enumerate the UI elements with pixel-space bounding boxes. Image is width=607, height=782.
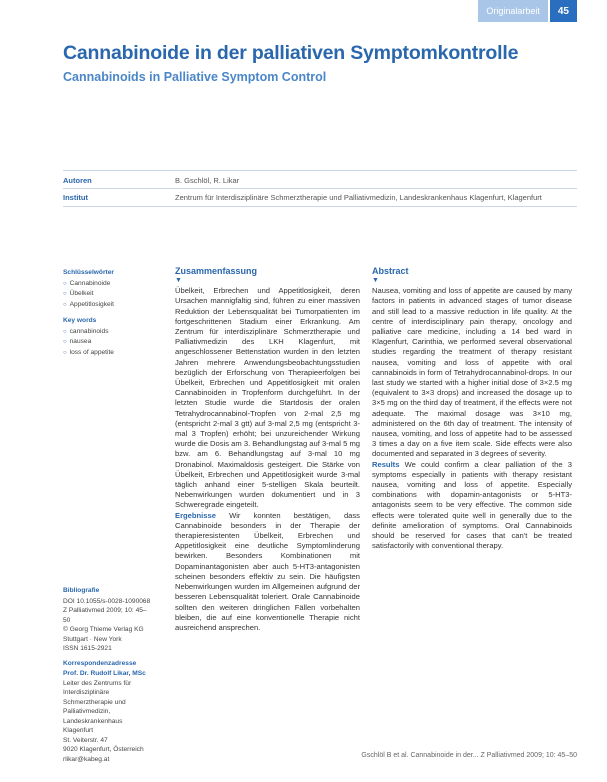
keyword-en: ○ nausea: [63, 337, 151, 348]
keywords-heading: Key words: [63, 317, 97, 324]
divider: [63, 188, 577, 189]
zusammenfassung-column: [175, 266, 360, 633]
page-header: [478, 0, 577, 22]
bibliography-block: [63, 586, 151, 764]
ergebnisse-text: Wir konnten bestätigen, dass Cannabinoide besonders in der Therapie der therapieresistenten Übelkeit, Erbrechen und Appetitlosigkeit eine deutliche Symptomlinderung bewirken. Besonders Kombinationen mit Dopaminantagonisten aber auch 5-HT3-antagonisten scheinen besonders effektiv zu sein. Die häufigsten Nebenwirkungen wurden im Allgemeinen aufgrund der besseren Lebensqualität toleriert. Orale Cannabinoide sollten den weiteren dringlichen Fällen vorbehalten bleiben, die auf eine konventionelle Therapie nicht ausreichend ansprechen.: [175, 510, 360, 632]
schluesselwoerter-heading: Schlüsselwörter: [63, 269, 114, 276]
abstract-column: [372, 266, 572, 551]
institute: Zentrum für Interdisziplinäre Schmerztherapie und Palliativmedizin, Landeskrankenhaus Klagenfurt, Klagenfurt: [175, 193, 542, 202]
zusammenfassung-heading: Zusammenfassung: [175, 266, 258, 276]
ergebnisse-label: Ergebnisse: [175, 510, 216, 520]
keyword-de: ○ Übelkeit: [63, 289, 151, 300]
authors-label: Autoren: [63, 176, 92, 185]
section-label: Originalarbeit: [478, 0, 548, 22]
correspondence-heading: Korrespondenzadresse: [63, 659, 137, 667]
zusammenfassung-body: Übelkeit, Erbrechen und Appetitlosigkeit, deren Ursachen mannigfaltig sind, führen zu einer massiven Reduktion der Lebensqualität bei Tumorpatienten im fortgeschrittenen Stadium einer Erkrankung. Am Zentrum für interdisziplinäre Schmerztherapie und Palliativmedizin des LKH Klagenfurt, mit angeschlossener Bettenstation wurden in den letzten Jahren mehrere Anwendungsbeobachtungsstudien bezüglich der Erforschung von Therapieerfolgen bei Übelkeit, Erbrechen und Appetitlosigkeit mit oralen Cannabinoiden in Tropfenform durchgeführt. In der letzten Studie wurde die Startdosis der oralen Tetrahydrocannabinol-Tropfen von 2-mal 2,5 mg (entspricht 2-mal 3 gtt) auf 3-mal 2,5 mg (entspricht 3-mal 3 Tropfen) erhöht; bei unzureichender Wirkung wurde die Dosis am 3. Behandlungstag auf 3-mal 5 mg bzw. am 6. Behandlungstag auf 3-mal 10 mg Dronabinol. Maximaldosis gesteigert. Die Stärke von Übelkeit, Erbrechen und Appetitlosigkeit wurde 3-mal täglich anhand einer 5-stelligen Skala beurteilt. Nebenwirkungen wurden dokumentiert und in 3 Schweregrade eingeteilt.: [175, 286, 360, 510]
authors: B. Gschlöl, R. Likar: [175, 176, 240, 185]
institute-label: Institut: [63, 193, 88, 202]
divider: [63, 170, 577, 171]
page-number: 45: [550, 0, 577, 22]
correspondence-address: Leiter des Zentrums für Interdisziplinäre Schmerztherapie und Palliativmedizin, Landeskrankenhaus Klagenfurt St. Veiterstr. 47 9020 Klagenfurt, Österreich rlikar@kabeg.at: [63, 679, 144, 763]
triangle-icon: ▼: [372, 277, 379, 285]
divider: [63, 206, 577, 207]
results-label: Results: [372, 459, 400, 469]
bibliography-text: DOI 10.1055/s-0028-1090068 Z Palliativmed 2009; 10: 45–50 © Georg Thieme Verlag KG Stuttgart · New York ISSN 1615-2921: [63, 597, 151, 652]
abstract-body: Nausea, vomiting and loss of appetite are caused by many factors in patients in advanced stages of tumor disease and still lead to a massive reduction in life quality. At the centre of interdisciplinary pain therapy, oncology and palliative care medicine, including a 14 bed ward in Klagenfurt, Carinthia, we performed several observational studies regarding the treatment of therapy resistant nausea, vomiting and loss of appetite with oral cannabinoids in form of Tetrahydrocannabinol-drops. In our last study we started with a higher initial dose of 3×2.5 mg (equivalent to 3×3 drops) and increased the dosage up to 3×5 mg on the third day of treatment, if the effects were not adequate. The maximal dosage was 3×10 mg, administered on the 6th day of treatment. The intensity of nausea, vomiting, and loss of appetite had to be assessed 3 times a day on a five item scale. Side effects were also documented and separated in 3 degrees of severity.: [372, 286, 572, 459]
keyword-en: ○ cannabinoids: [63, 327, 151, 338]
article-subtitle: Cannabinoids in Palliative Symptom Control: [63, 70, 327, 84]
institute-row: [63, 193, 542, 202]
keyword-de: ○ Cannabinoide: [63, 279, 151, 290]
page-footer: Gschlöl B et al. Cannabinoide in der... Z Palliativmed 2009; 10: 45–50: [361, 752, 577, 759]
correspondence-name: Prof. Dr. Rudolf Likar, MSc: [63, 670, 146, 677]
keyword-de: ○ Appetitlosigkeit: [63, 300, 151, 311]
abstract-heading: Abstract: [372, 266, 409, 276]
authors-row: [63, 176, 239, 185]
article-title: Cannabinoide in der palliativen Symptomkontrolle: [63, 42, 519, 64]
results-text: We could confirm a clear palliation of the 3 symptoms especially in patients with therapy resistant nausea, vomiting and loss of appetite. Especially combinations with dopamin-antagonists or 5-HT3-antagonists seem to be very effective. The common side effects were tolerated quite well in generally due to the definite amelioration of symptoms. Oral Cannabinoids should be reserved for cases that can't be treated satisfactorily with conventional therapy.: [372, 459, 572, 551]
keywords-block: [63, 268, 151, 358]
triangle-icon: ▼: [175, 277, 182, 285]
bibliography-heading: Bibliografie: [63, 587, 100, 594]
keyword-en: ○ loss of appetite: [63, 348, 151, 359]
